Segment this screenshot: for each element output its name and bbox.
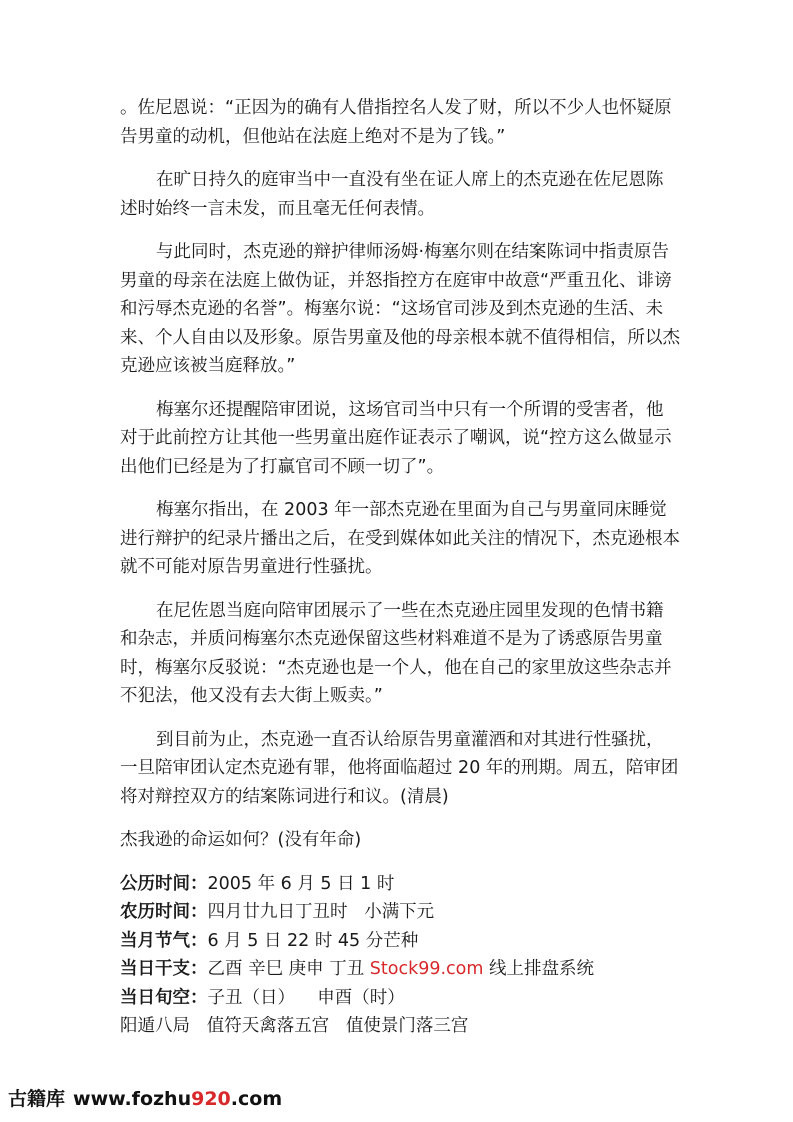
ganzhi-suffix: 线上排盘系统 (483, 959, 594, 979)
paragraph-2: 在旷日持久的庭审当中一直没有坐在证人席上的杰克逊在佐尼恩陈述时始终一言未发，而且毫无任何表情。 (120, 170, 664, 219)
paragraph-4: 梅塞尔还提醒陪审团说，这场官司当中只有一个所谓的受害者，他对于此前控方让其他一些男童出庭作证表示了嘲讽，说“控方这么做显示出他们已经是为了打赢官司不顾一切了”。 (120, 399, 672, 477)
chart-info-block (120, 870, 680, 1041)
solar-term-label: 当月节气： (120, 930, 208, 951)
xunkong-line (120, 984, 680, 1013)
xunkong-label: 当日旬空： (120, 987, 208, 1008)
ganzhi-value: 乙酉 辛巳 庚申 丁丑 (207, 959, 370, 979)
ganzhi-line (120, 955, 680, 984)
footer-url-number[interactable]: 920 (191, 1088, 231, 1110)
paragraph-3: 与此同时，杰克逊的辩护律师汤姆·梅塞尔则在结案陈词中指责原告男童的母亲在法庭上做伪证，并怒指控方在庭审中故意“严重丑化、诽谤和污辱杰克逊的名誉”。梅塞尔说：“这场官司涉及到杰克逊的生活、未来、个人自由以及形象。原告男童及他的母亲根本就不值得相信，所以杰克逊应该被当庭释放。” (120, 242, 680, 376)
gregorian-time-label: 公历时间： (120, 873, 208, 894)
paragraph-6: 在尼佐恩当庭向陪审团展示了一些在杰克逊庄园里发现的色情书籍和杂志，并质问梅塞尔杰克逊保留这些材料难道不是为了诱惑原告男童时，梅塞尔反驳说：“杰克逊也是一个人，他在自己的家里放这些杂志并不犯法，他又没有去大街上贩卖。” (120, 600, 672, 706)
paragraph-1: 。佐尼恩说：“正因为的确有人借指控名人发了财，所以不少人也怀疑原告男童的动机，但他站在法庭上绝对不是为了钱。” (120, 98, 672, 147)
lunar-time-line (120, 898, 680, 927)
dun-ju-line: 阳遁八局 值符天禽落五宫 值使景门落三宫 (120, 1016, 469, 1036)
footer-brand: 古籍库 (8, 1088, 66, 1110)
lunar-time-label: 农历时间： (120, 902, 208, 922)
footer-url-prefix[interactable]: www.fozhu (73, 1088, 192, 1110)
ganzhi-label: 当日干支： (120, 959, 208, 979)
paragraph-7: 到目前为止，杰克逊一直否认给原告男童灌酒和对其进行性骚扰，一旦陪审团认定杰克逊有罪，他将面临超过 20 年的刑期。周五，陪审团将对辩控双方的结案陈词进行和议。(清晨) (120, 729, 679, 807)
footer-url-suffix[interactable]: .com (230, 1088, 283, 1110)
footer-watermark (8, 1084, 282, 1111)
gregorian-time-line (120, 870, 680, 899)
gregorian-time-value: 2005 年 6 月 5 日 1 时 (207, 873, 395, 894)
site-link[interactable]: Stock99.com (369, 959, 484, 979)
question-line: 杰我逊的命运如何？(没有年命) (120, 830, 362, 850)
document-body (120, 94, 680, 1041)
xunkong-value: 子丑（日） 申酉（时） (207, 987, 405, 1008)
solar-term-value: 6 月 5 日 22 时 45 分芒种 (207, 930, 419, 951)
lunar-time-value: 四月廿九日丁丑时 小满下元 (207, 902, 435, 922)
solar-term-line (120, 927, 680, 956)
paragraph-5: 梅塞尔指出，在 2003 年一部杰克逊在里面为自己与男童同床睡觉进行辩护的纪录片播出之后，在受到媒体如此关注的情况下，杰克逊根本就不可能对原告男童进行性骚扰。 (120, 500, 680, 577)
